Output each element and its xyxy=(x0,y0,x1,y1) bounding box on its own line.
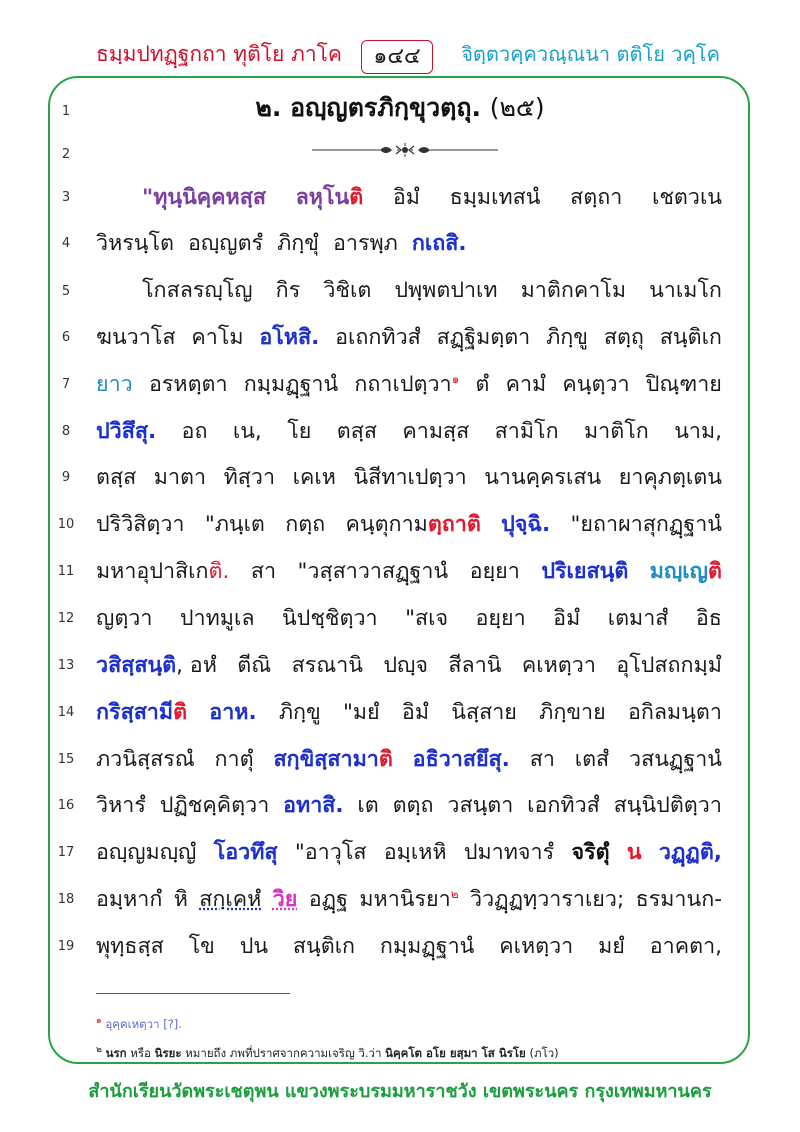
footnote-mark: ๑ xyxy=(96,1016,102,1026)
text-line-19 xyxy=(96,929,722,963)
decorative-divider-icon xyxy=(310,142,500,158)
word: "ภนฺเต xyxy=(204,512,265,537)
word: กตฺถ xyxy=(285,512,326,537)
word: "ยถาผาสุกฏฺฐานํ xyxy=(570,512,722,537)
word-group xyxy=(346,507,481,541)
word: วิชิเต xyxy=(323,278,372,303)
word: ติ. xyxy=(208,559,230,584)
text-line-10 xyxy=(96,507,722,541)
line-number: 2 xyxy=(61,147,71,162)
word: ปพฺพตปาเท xyxy=(394,278,498,303)
text-line-15 xyxy=(96,742,722,776)
text-line-3 xyxy=(96,180,722,214)
word: ปน xyxy=(239,934,269,959)
word: คเหตฺวา xyxy=(499,934,574,959)
word: โอวทึสุ xyxy=(213,840,278,865)
line-number: 13 xyxy=(57,658,75,673)
footnote-or: หรือ xyxy=(130,1045,151,1060)
word: อิธ xyxy=(695,606,722,631)
word: คเหตฺวา xyxy=(521,653,596,678)
footnote-term: นิรยะ xyxy=(154,1045,182,1060)
word: ภิกฺขุํ xyxy=(277,231,319,256)
word: ปริวิสิตฺวา xyxy=(96,512,185,537)
line-number: 15 xyxy=(57,752,75,767)
footnote-term: นรก xyxy=(105,1045,127,1060)
word: อิมํ xyxy=(401,700,430,725)
word: กมฺมฏฺฐานํ xyxy=(379,934,475,959)
word: คนฺตุกาม xyxy=(345,512,428,537)
word: เชตวเน xyxy=(651,185,722,210)
word: ติ xyxy=(349,185,364,210)
story-title xyxy=(0,88,800,128)
word: นาเมโก xyxy=(649,278,722,303)
word: "สเจ xyxy=(405,606,449,631)
word: ทิสฺวา xyxy=(223,465,276,490)
word: คามํ xyxy=(505,372,547,397)
story-count: (๒๕) xyxy=(489,93,545,122)
line-number: 4 xyxy=(61,236,71,251)
word: มาติกคาโม xyxy=(520,278,627,303)
line-number: 12 xyxy=(57,611,75,626)
line-number: 9 xyxy=(61,470,71,485)
word-group xyxy=(273,742,392,776)
word: ตฺถาติ xyxy=(427,512,481,537)
word: อเถกทิวสํ xyxy=(335,325,421,350)
word: อโหสิ. xyxy=(259,325,320,350)
word: ภิกฺขู xyxy=(546,325,588,350)
word: สีลานิ xyxy=(448,653,502,678)
footnote-mark: ๒ xyxy=(96,1045,102,1055)
word: ยาคุภตฺเตน xyxy=(618,465,722,490)
text-line-6 xyxy=(96,320,722,354)
word: ปวิสึสุ. xyxy=(96,419,157,444)
footnote-text: อุคฺคเหตฺวา [?]. xyxy=(105,1016,182,1031)
word: นิสีทาเปตฺวา xyxy=(353,465,467,490)
word-group xyxy=(650,554,722,588)
word: อยฺยา xyxy=(469,559,520,584)
word: อาห. xyxy=(209,700,257,725)
word: อุโปสถกมฺมํ xyxy=(616,653,722,678)
footnote-text: หมายถึง ภพที่ปราศจากความเจริญ วิ.ว่า xyxy=(185,1045,382,1060)
word: ตตฺถ xyxy=(392,793,434,818)
word: ตีณิ xyxy=(237,653,272,678)
word: กมฺมฏฺฐานํ xyxy=(243,372,339,397)
line-number: 11 xyxy=(57,564,75,579)
word: ญตฺวา xyxy=(96,606,153,631)
word: วิย xyxy=(272,887,298,912)
word: ปญฺจ xyxy=(383,653,428,678)
word: สนฺติเก xyxy=(292,934,356,959)
word: อรหตฺตา xyxy=(148,372,228,397)
line-number: 3 xyxy=(61,190,71,205)
text-line-16 xyxy=(96,788,722,822)
text-line-7 xyxy=(96,367,722,401)
text-line-9 xyxy=(96,460,722,494)
line-number: 10 xyxy=(57,517,75,532)
word: วสนฺตา xyxy=(447,793,514,818)
word: สนฺติเก xyxy=(659,325,722,350)
word-group xyxy=(354,367,459,401)
text-line-14 xyxy=(96,695,722,729)
line-number: 16 xyxy=(57,798,75,813)
header-chapter-title: จิตฺตวคฺควณฺณนา ตติโย วคฺโค xyxy=(461,42,720,66)
footnote-rule xyxy=(96,993,290,994)
word: อิมํ xyxy=(392,185,420,210)
word: อมฺเหหิ xyxy=(383,840,447,865)
word: สรณานิ xyxy=(291,653,363,678)
word: มญฺเญ xyxy=(649,559,708,584)
word: สนฺนิปติตฺวา xyxy=(613,793,722,818)
word: วิหารํ xyxy=(96,793,146,818)
word: สกฺขิสฺสามา xyxy=(273,747,379,772)
word: อฏฺฐ xyxy=(308,887,348,912)
line-number: 14 xyxy=(57,705,75,720)
page-footer: สำนักเรียนวัดพระเชตุพน แขวงพระบรมมหาราชวัง เขตพระนคร กรุงเทพมหานคร xyxy=(88,1081,712,1102)
footnote-ref: ๑ xyxy=(451,371,460,386)
word: มยํ xyxy=(598,934,625,959)
word: วฏฺฏติ, xyxy=(658,840,722,865)
footnote-end: (ภโว) xyxy=(529,1045,559,1060)
word: กริสฺสามี xyxy=(96,700,174,725)
word: กเถสิ. xyxy=(411,231,467,256)
word: มหานิรยา xyxy=(359,887,451,912)
word: นิสฺสาย xyxy=(451,700,517,725)
word: ติ xyxy=(378,747,393,772)
word: , อหํ xyxy=(176,653,217,678)
footnote-pali: นิคฺคโต อโย ยสฺมา โส นิรโย xyxy=(385,1045,526,1060)
story-number: ๒. xyxy=(255,93,282,122)
word: มหาอุปาสิเก xyxy=(96,559,209,584)
line-number: 1 xyxy=(61,104,71,119)
line-number: 18 xyxy=(57,892,75,907)
word: สามิโก xyxy=(494,419,559,444)
line-number: 7 xyxy=(61,377,71,392)
word: ตสฺส xyxy=(336,419,377,444)
word: ภิกฺขู xyxy=(278,700,321,725)
word-group xyxy=(96,695,187,729)
word: "วสฺสาวาสฏฺฐานํ xyxy=(297,559,449,584)
text-line-4 xyxy=(96,226,722,260)
word: นิปชฺชิตฺวา xyxy=(281,606,378,631)
word-group xyxy=(96,648,217,682)
word: อมฺหากํ xyxy=(96,887,163,912)
word: มาติโก xyxy=(584,419,649,444)
word: นาม, xyxy=(674,419,722,444)
word: ปุจฺฉิ. xyxy=(501,512,551,537)
word: ปริเยสนฺติ xyxy=(541,559,629,584)
word: สฏฺฐิมตฺตา xyxy=(436,325,531,350)
line-number: 6 xyxy=(61,330,71,345)
text-line-17 xyxy=(96,835,722,869)
text-line-11 xyxy=(96,554,722,588)
word: ปิณฺฑาย xyxy=(645,372,722,397)
word: อิมํ xyxy=(553,606,581,631)
word: วสนฏฺฐานํ xyxy=(629,747,722,772)
word: อารพฺภ xyxy=(332,231,398,256)
header-book-title: ธมฺมปทฏฺฐกถา ทุติโย ภาโค xyxy=(96,42,342,66)
line-number: 17 xyxy=(57,845,75,860)
text-line-18 xyxy=(96,882,722,916)
word: อญฺญมญฺญํ xyxy=(96,840,197,865)
word: "มยํ xyxy=(343,700,380,725)
text-line-5 xyxy=(96,273,722,307)
word: น xyxy=(626,840,642,865)
word: สา xyxy=(250,559,277,584)
word: มาตา xyxy=(153,465,207,490)
word: คาโม xyxy=(191,325,244,350)
word: ฆนวาโส xyxy=(96,325,176,350)
line-number: 8 xyxy=(61,424,71,439)
word: พุทฺธสฺส xyxy=(96,934,164,959)
line-number: 19 xyxy=(57,939,75,954)
word: สตฺถุ xyxy=(603,325,644,350)
word: ภวนิสฺสรณํ xyxy=(96,747,195,772)
line-number: 5 xyxy=(61,284,71,299)
text-line-8 xyxy=(96,414,722,448)
word: เคเห xyxy=(292,465,336,490)
word: วิวฏฺฏทฺวาราเยว; xyxy=(470,887,625,912)
word: อญฺญตรํ xyxy=(188,231,264,256)
footnote-2 xyxy=(96,1042,559,1063)
word: ตสฺส xyxy=(96,465,137,490)
word: วสิสฺสนฺติ xyxy=(96,653,177,678)
story-title-text: อญฺญตรภิกฺขุวตฺถุ. xyxy=(290,93,481,122)
page-number: ๑๔๔ xyxy=(361,40,433,74)
text-line-12 xyxy=(96,601,722,635)
word: ธมฺมเทสนํ xyxy=(449,185,541,210)
word: ปฏิชคฺคิตฺวา xyxy=(159,793,270,818)
word: กาตุํ xyxy=(214,747,254,772)
word: ลหุโน xyxy=(295,185,350,210)
word: กถาเปตฺวา xyxy=(354,372,452,397)
word: โย xyxy=(287,419,312,444)
word: อธิวาสยึสุ. xyxy=(412,747,510,772)
word: นานคฺครเสน xyxy=(484,465,602,490)
word: เต xyxy=(357,793,379,818)
word: เตสํ xyxy=(574,747,610,772)
word: ติ xyxy=(707,559,722,584)
word: อกิลมนฺตา xyxy=(627,700,722,725)
word: ธรมานก- xyxy=(635,887,722,912)
word: คนฺตฺวา xyxy=(562,372,630,397)
word: วิหรนฺโต xyxy=(96,231,175,256)
word: ตํ xyxy=(475,372,490,397)
word-group xyxy=(359,882,458,916)
word: อยฺยา xyxy=(475,606,526,631)
text-line-13 xyxy=(96,648,722,682)
footnote-1 xyxy=(96,1013,182,1034)
word: ติ xyxy=(173,700,188,725)
word: ปมาทจารํ xyxy=(463,840,555,865)
word: ยาว xyxy=(96,372,133,397)
word: ภิกฺขาย xyxy=(539,700,606,725)
word: สกฺเคหํ xyxy=(199,887,262,912)
word: อทาสิ. xyxy=(283,793,344,818)
word-group xyxy=(96,554,229,588)
word: อถ xyxy=(181,419,208,444)
word: คามสฺส xyxy=(402,419,470,444)
word: โข xyxy=(188,934,215,959)
word: ปาทมูเล xyxy=(179,606,255,631)
word: โกสลรญฺโญ xyxy=(142,278,253,303)
word: กิร xyxy=(275,278,301,303)
word: หิ xyxy=(173,887,188,912)
word: "อาวุโส xyxy=(294,840,367,865)
word: สา xyxy=(529,747,555,772)
word: จริตุํ xyxy=(571,840,610,865)
word-group xyxy=(296,180,364,214)
word: อาคตา, xyxy=(649,934,722,959)
word: เน, xyxy=(232,419,262,444)
footnote-ref: ๒ xyxy=(450,886,459,901)
word: "ทุนฺนิคฺคหสฺส xyxy=(142,185,266,210)
word: เอกทิวสํ xyxy=(527,793,600,818)
word: เตมาสํ xyxy=(607,606,669,631)
word: สตฺถา xyxy=(570,185,623,210)
